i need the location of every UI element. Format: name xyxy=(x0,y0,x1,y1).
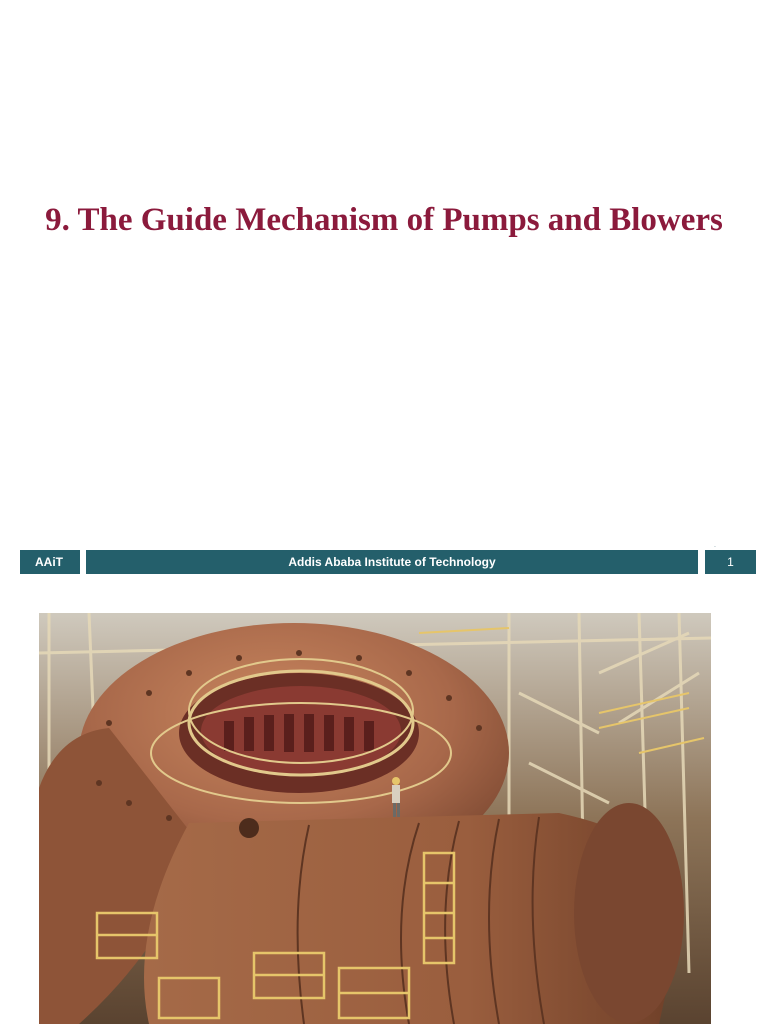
slide-title: 9. The Guide Mechanism of Pumps and Blowers xyxy=(45,202,723,238)
footer-center-label: Addis Ababa Institute of Technology xyxy=(86,550,698,574)
turbine-spiral-casing-photo xyxy=(39,613,711,1024)
footer-left-label: AAiT xyxy=(20,550,80,574)
footer-page-number: 1 xyxy=(705,550,756,574)
footer-tick: . xyxy=(714,542,716,549)
worker xyxy=(392,777,400,817)
inlet-pipe xyxy=(144,803,684,1024)
